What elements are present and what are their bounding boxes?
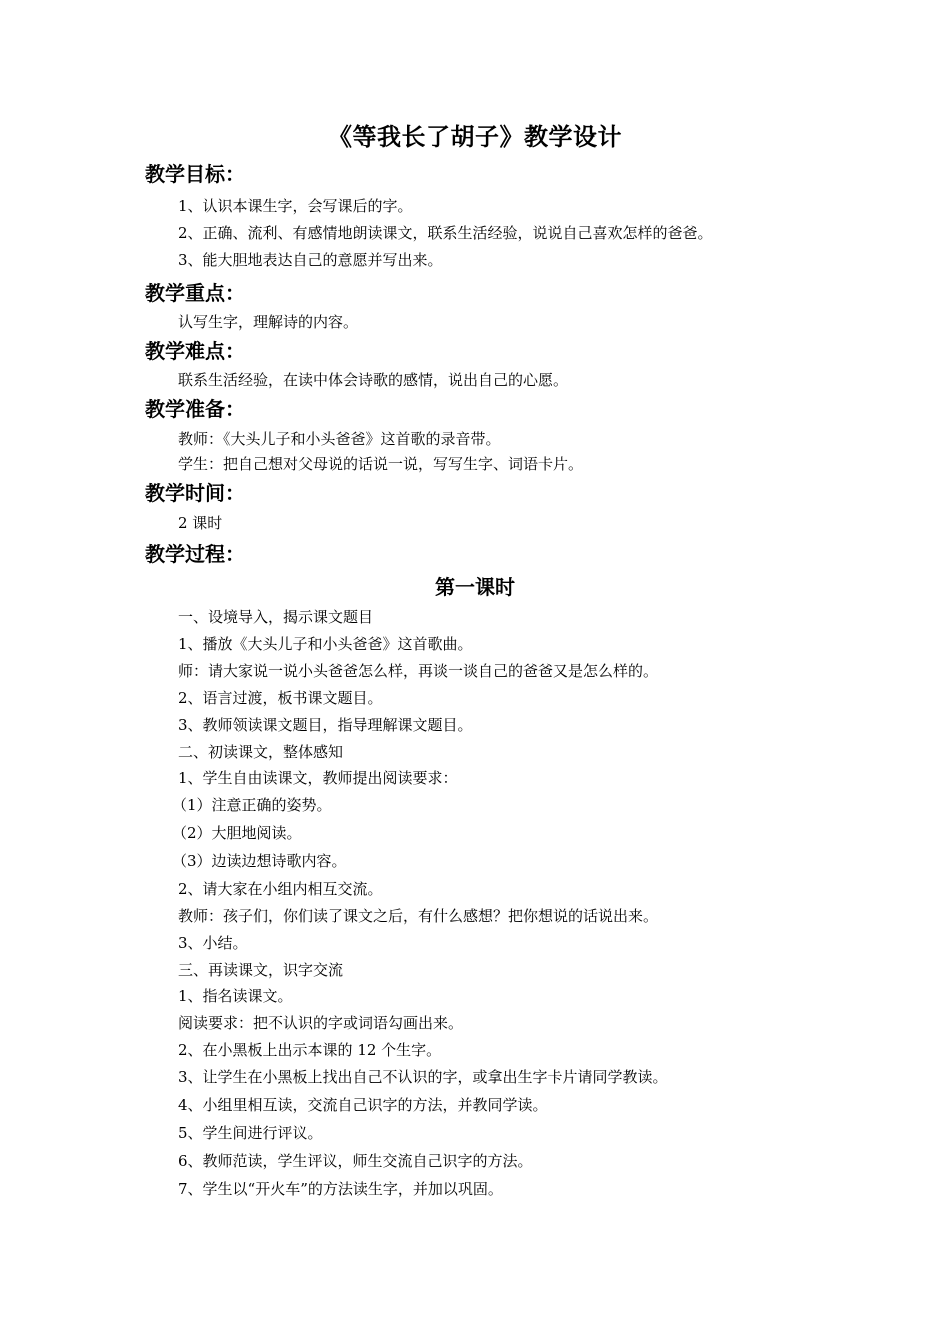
difficulties-text: 联系生活经验，在读中体会诗歌的感情，说出自己的心愿。 <box>178 371 569 389</box>
objectives-heading: 教学目标： <box>145 162 245 186</box>
process-line: 1、指名读课文。 <box>178 987 293 1005</box>
process-line: 3、教师领读课文题目，指导理解课文题目。 <box>178 716 473 734</box>
process-line: 1、学生自由读课文，教师提出阅读要求： <box>178 769 458 787</box>
document-title: 《等我长了胡子》教学设计 <box>328 123 622 151</box>
time-text: 2 课时 <box>178 514 223 532</box>
objective-item: 1、认识本课生字，会写课后的字。 <box>178 197 413 215</box>
process-heading: 教学过程： <box>145 542 245 566</box>
process-line: 阅读要求：把不认识的字或词语勾画出来。 <box>178 1014 464 1032</box>
process-line: 1、播放《大头儿子和小头爸爸》这首歌曲。 <box>178 635 473 653</box>
key-points-heading: 教学重点： <box>145 281 245 305</box>
process-line: 三、再读课文，识字交流 <box>178 961 344 979</box>
process-line: 6、教师范读，学生评议，师生交流自己识字的方法。 <box>178 1152 533 1170</box>
preparation-heading: 教学准备： <box>145 397 245 421</box>
key-points-text: 认写生字，理解诗的内容。 <box>178 313 359 331</box>
process-line: 2、在小黑板上出示本课的 12 个生字。 <box>178 1041 442 1059</box>
process-line: （1）注意正确的姿势。 <box>172 796 332 814</box>
lesson-title: 第一课时 <box>435 575 515 599</box>
preparation-item: 教师：《大头儿子和小头爸爸》这首歌的录音带。 <box>178 430 501 448</box>
process-line: 3、让学生在小黑板上找出自己不认识的字，或拿出生字卡片请同学教读。 <box>178 1068 668 1086</box>
process-line: 二、初读课文，整体感知 <box>178 743 344 761</box>
difficulties-heading: 教学难点： <box>145 339 245 363</box>
process-line: 7、学生以“开火车”的方法读生字，并加以巩固。 <box>178 1180 503 1198</box>
process-line: （2）大胆地阅读。 <box>172 824 302 842</box>
process-line: 一、设境导入，揭示课文题目 <box>178 608 374 626</box>
process-line: 师：请大家说一说小头爸爸怎么样，再谈一谈自己的爸爸又是怎么样的。 <box>178 662 659 680</box>
objective-item: 3、能大胆地表达自己的意愿并写出来。 <box>178 251 443 269</box>
process-line: 5、学生间进行评议。 <box>178 1124 323 1142</box>
time-heading: 教学时间： <box>145 481 245 505</box>
process-line: 2、语言过渡，板书课文题目。 <box>178 689 383 707</box>
process-line: 教师：孩子们，你们读了课文之后，有什么感想？把你想说的话说出来。 <box>178 907 659 925</box>
process-line: 2、请大家在小组内相互交流。 <box>178 880 383 898</box>
preparation-item: 学生：把自己想对父母说的话说一说，写写生字、词语卡片。 <box>178 455 584 473</box>
process-line: 3、小结。 <box>178 934 248 952</box>
objective-item: 2、正确、流利、有感情地朗读课文，联系生活经验，说说自己喜欢怎样的爸爸。 <box>178 224 713 242</box>
process-line: （3）边读边想诗歌内容。 <box>172 852 347 870</box>
process-line: 4、小组里相互读，交流自己识字的方法，并教同学读。 <box>178 1096 548 1114</box>
